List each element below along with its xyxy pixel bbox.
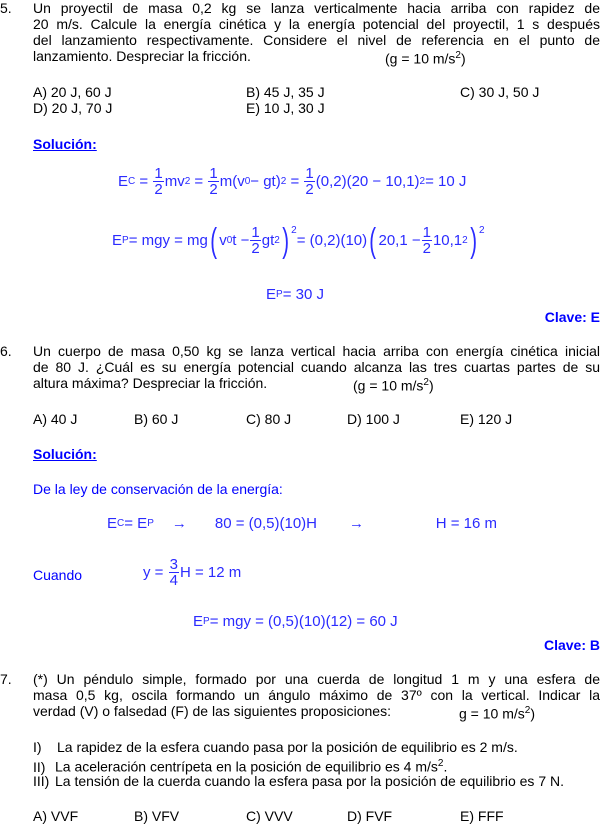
q6-option-c: C) 80 J	[246, 411, 292, 427]
q5-last-line: lanzamiento. Despreciar la fricción.	[33, 48, 251, 64]
q5-option-c: C) 30 J, 50 J	[460, 84, 540, 100]
q5-line: 20 m/s. Calcule la energía cinética y la energía potencial del proyectil, 1 s después	[33, 16, 600, 32]
q6-option-e: E) 120 J	[460, 411, 513, 427]
q7-proposition-2: II) La aceleración centrípeta en la posición de equilibrio es 4 $m/s^2$.	[33, 758, 448, 775]
q5-answer-key: Clave: E	[544, 309, 600, 325]
q6-line: Un cuerpo de masa 0,50 kg se lanza vertical hacia arriba con energía cinética inicial	[33, 343, 600, 359]
q7-option-d: D) FVF	[347, 808, 393, 824]
q7-proposition-3: III) La tensión de la cuerda cuando la esfera pasa por la posición de equilibrio es 7 N.	[33, 773, 564, 789]
q5-option-e: E) 10 J, 30 J	[246, 100, 325, 116]
q7-option-a: A) VVF	[33, 808, 79, 824]
q5-potential-energy-equation: E P = mgy = mg ( v 0 t − $\frac{1}{2}$ gt 2 ) $^2$ = (0,2)(10) ( 20,1 − $\frac{1}{2}$ 10,1 2 ) $^2$	[112, 221, 485, 260]
q7-proposition-1: I) La rapidez de la esfera cuando pasa por la posición de equilibrio es 2 m/s.	[33, 739, 518, 755]
q7-line: (*) Un péndulo simple, formado por una cuerda de longitud 1 m y una esfera de	[33, 671, 600, 687]
q7-option-b: B) VFV	[134, 808, 180, 824]
q7-line: masa 0,5 kg, oscila formando un ángulo máximo de 37º con la vertical. Indicar la	[33, 687, 600, 703]
q7-line: verdad (V) o falsedad (F) de las siguientes proposiciones: g = 10 $m/s^2$)	[33, 703, 535, 722]
q6-option-b: B) 60 J	[134, 411, 179, 427]
q5-solution-label: Solución:	[33, 136, 97, 152]
q6-cuando: Cuando	[33, 567, 83, 583]
q5-kinetic-energy-equation: E C = 1 2 mv 2 = 1 2 m(v 0 − gt) 2 = 1 2 (0,2)(20 − 10,1) 2 = 10 J	[118, 165, 467, 198]
q6-height-equation: y = $\frac{3}{4}$ H = 12 m	[143, 556, 242, 589]
q5-line: Un proyectil de masa 0,2 kg se lanza verticalmente hacia arriba con rapidez de	[33, 0, 600, 16]
q6-option-d: D) 100 J	[347, 411, 400, 427]
q6-number: 6.	[0, 343, 12, 359]
q6-energy-conservation-equation: E C = E P → 80 = (0,5)(10)H → H = 16 m	[107, 515, 497, 532]
q6-gravity: (g = 10 $m/s^2$)	[353, 377, 434, 394]
q5-option-b: B) 45 J, 35 J	[246, 84, 325, 100]
q5-potential-energy-result: E P = 30 J	[266, 286, 324, 303]
q5-option-a: A) 20 J, 60 J	[33, 84, 112, 100]
q6-potential-energy-equation: E P = mgy = (0,5)(10)(12) = 60 J	[193, 613, 398, 630]
q5-number: 5.	[0, 0, 12, 16]
q5-line	[33, 48, 600, 67]
q6-solution-label: Solución:	[33, 446, 97, 462]
q7-option-c: C) VVV	[246, 808, 293, 824]
q7-number: 7.	[0, 671, 12, 687]
q6-intro: De la ley de conservación de la energía:	[33, 481, 283, 497]
q7-gravity: g = 10 $m/s^2$)	[459, 705, 535, 722]
q6-option-a: A) 40 J	[33, 411, 78, 427]
q6-line: de 80 J. ¿Cuál es su energía potencial cuando alcanza las tres cuartas partes de su	[33, 359, 600, 375]
q5-line: del lanzamiento respectivamente. Considere el nivel de referencia en el punto de	[33, 32, 600, 48]
q6-line: altura máxima? Despreciar la fricción. (g = 10 $m/s^2$)	[33, 375, 434, 394]
q6-answer-key: Clave: B	[543, 637, 600, 653]
q5-option-d: D) 20 J, 70 J	[33, 100, 113, 116]
q7-option-e: E) FFF	[460, 808, 504, 824]
q5-gravity: (g = 10 $m/s^2$)	[385, 50, 466, 67]
